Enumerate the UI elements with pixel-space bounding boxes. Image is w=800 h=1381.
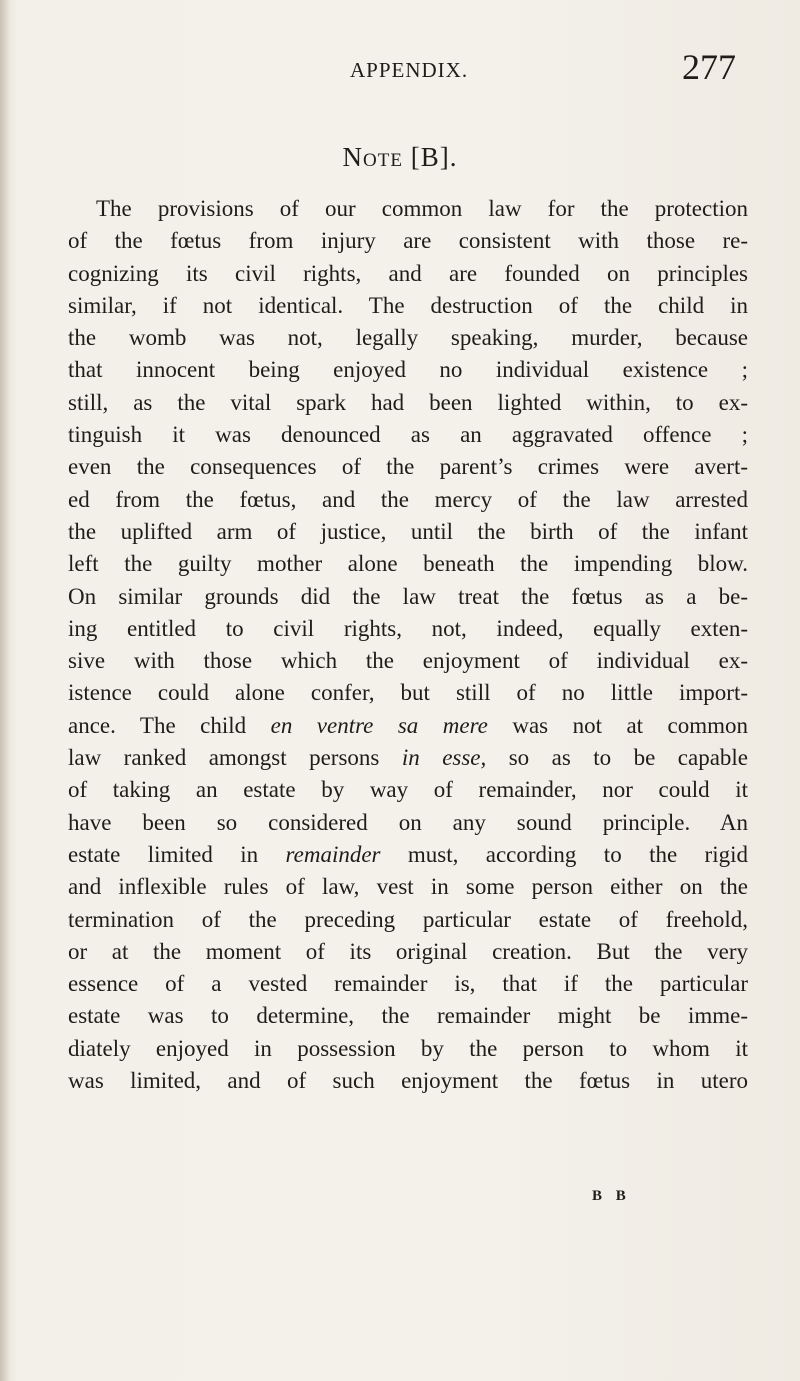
italic-phrase: en ventre sa mere <box>270 712 488 738</box>
text-run: istence could alone confer, but still of no little import- <box>68 680 748 706</box>
italic-phrase: remainder <box>285 841 381 867</box>
signature-mark: B B <box>592 1188 631 1204</box>
text-line <box>68 774 748 806</box>
text-run: termination of the preceding particular estate of freehold, <box>68 906 748 932</box>
text-line <box>68 613 748 645</box>
text-line <box>68 742 748 774</box>
page-number: 277 <box>682 47 736 87</box>
text-line <box>68 807 748 839</box>
text-run: estate limited in <box>68 841 286 867</box>
text-line <box>68 936 748 968</box>
text-run: of the fœtus from injury are consistent with those re- <box>68 228 748 254</box>
text-run: even the consequences of the parent’s crimes were avert- <box>68 454 748 480</box>
text-run: the uplifted arm of justice, until the birth of the infant <box>68 518 748 544</box>
text-run: of taking an estate by way of remainder, nor could it <box>68 777 748 803</box>
text-line <box>68 1000 748 1032</box>
body-text <box>68 193 748 1097</box>
text-line <box>68 322 748 354</box>
text-run: was limited, and of such enjoyment the fœtus in utero <box>68 1068 748 1094</box>
note-heading-word: Note <box>342 142 403 172</box>
text-run: have been so considered on any sound principle. An <box>68 809 748 835</box>
note-heading <box>0 142 800 173</box>
text-run: essence of a vested remainder is, that if the particular <box>68 971 748 997</box>
text-run: The provisions of our common law for the protection <box>96 196 748 221</box>
text-run: that innocent being enjoyed no individual existence ; <box>68 357 748 383</box>
text-run: ance. The child <box>68 712 271 738</box>
text-run: or at the moment of its original creation. But the very <box>68 938 748 964</box>
text-line <box>68 710 748 742</box>
text-run: similar, if not identical. The destruction of the child in <box>68 292 748 318</box>
text-run: the womb was not, legally speaking, murder, because <box>68 325 748 351</box>
text-line <box>68 225 748 257</box>
text-line <box>68 193 748 225</box>
text-line <box>68 354 748 386</box>
text-line <box>68 1033 748 1065</box>
text-line <box>68 484 748 516</box>
text-line <box>68 258 748 290</box>
text-line <box>68 645 748 677</box>
text-run: cognizing its civil rights, and are founded on principles <box>68 260 748 286</box>
running-head <box>60 44 740 94</box>
text-line <box>68 290 748 322</box>
text-line <box>68 904 748 936</box>
text-line <box>68 1065 748 1097</box>
text-run: left the guilty mother alone beneath the impending blow. <box>68 551 748 577</box>
text-run: must, according to the rigid <box>380 841 748 867</box>
text-line <box>68 581 748 613</box>
text-run: On similar grounds did the law treat the fœtus as a be- <box>68 583 748 609</box>
text-run: still, as the vital spark had been lighted within, to ex- <box>68 389 748 415</box>
text-line <box>68 516 748 548</box>
running-title: APPENDIX. <box>350 58 469 82</box>
text-run: ing entitled to civil rights, not, indeed, equally exten- <box>68 615 748 641</box>
text-run: diately enjoyed in possession by the person to whom it <box>68 1035 748 1061</box>
text-line <box>68 839 748 871</box>
text-line <box>68 871 748 903</box>
text-line <box>68 968 748 1000</box>
text-run: tinguish it was denounced as an aggravated offence ; <box>68 422 748 448</box>
text-run: ed from the fœtus, and the mercy of the law arrested <box>68 486 748 512</box>
text-run: and inflexible rules of law, vest in some person either on the <box>68 874 748 900</box>
text-line <box>68 451 748 483</box>
text-run: was not at common <box>487 712 749 738</box>
text-line <box>68 548 748 580</box>
text-line <box>68 387 748 419</box>
italic-phrase: in esse, <box>401 745 487 771</box>
text-line <box>68 419 748 451</box>
text-run: estate was to determine, the remainder might be imme- <box>68 1003 748 1029</box>
text-run: law ranked amongst persons <box>68 745 402 771</box>
text-run: sive with those which the enjoyment of individual ex- <box>68 648 748 674</box>
note-heading-mark: [B]. <box>410 142 458 172</box>
text-run: so as to be capable <box>486 745 748 771</box>
binding-shadow <box>0 0 10 1381</box>
text-line <box>68 677 748 709</box>
